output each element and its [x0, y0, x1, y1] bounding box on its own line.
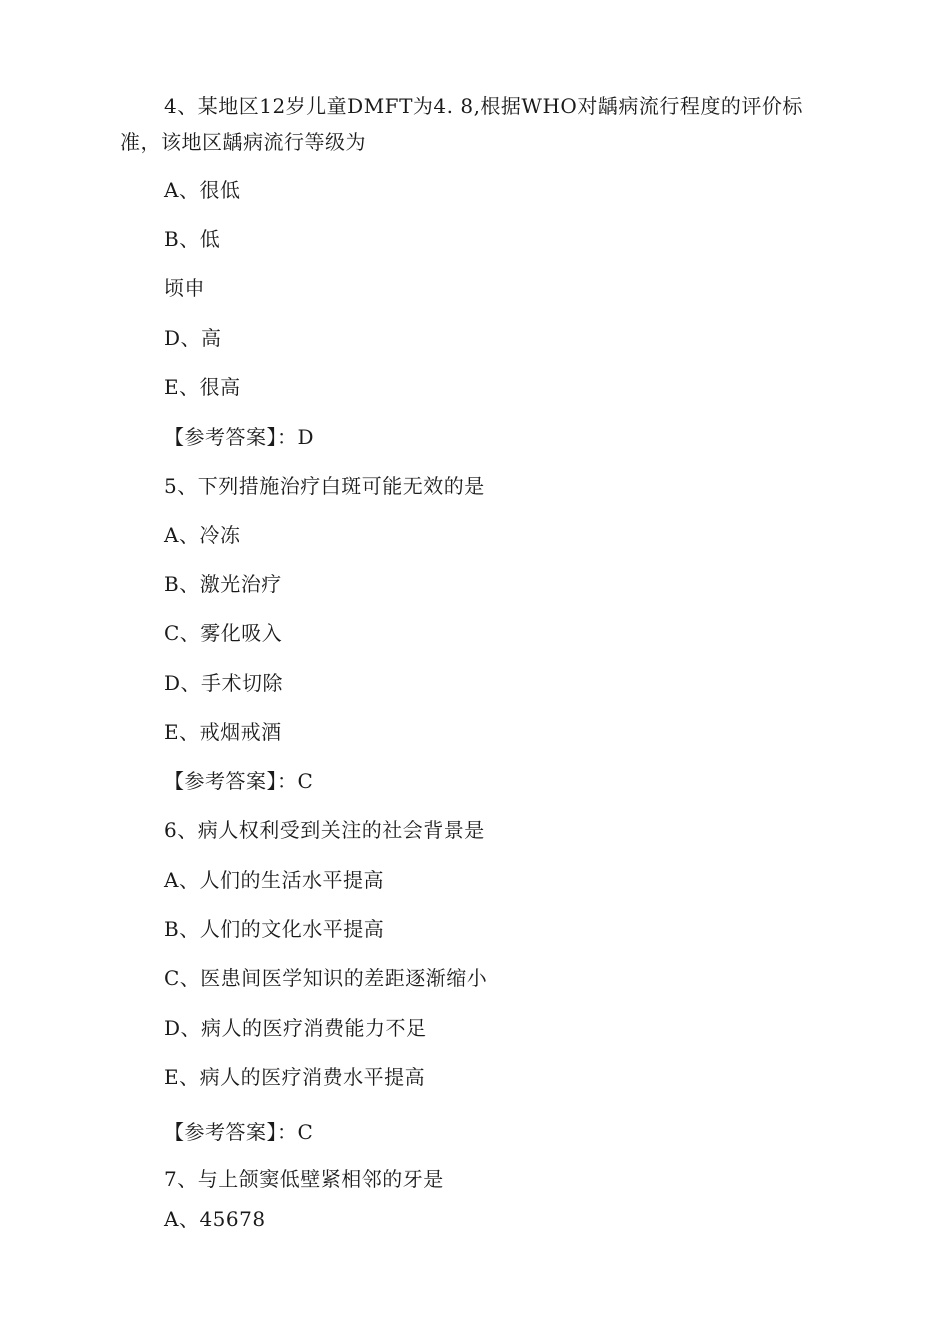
question-4-stem-line1: 4、某地区12岁儿童DMFT为4. 8,根据WHO对龋病流行程度的评价标	[164, 94, 803, 118]
question-4-option-d: D、高	[164, 326, 222, 350]
question-5-option-a: A、冷冻	[164, 523, 241, 547]
question-7-option-a: A、45678	[164, 1207, 266, 1231]
question-7-stem: 7、与上颌窦低壁紧相邻的牙是	[164, 1167, 444, 1191]
question-4-stem-line2: 准，该地区龋病流行等级为	[120, 130, 366, 154]
question-6-option-c: C、医患间医学知识的差距逐渐缩小	[164, 966, 488, 990]
question-5-stem: 5、下列措施治疗白斑可能无效的是	[164, 474, 485, 498]
question-6-option-d: D、病人的医疗消费能力不足	[164, 1016, 427, 1040]
question-5-option-d: D、手术切除	[164, 671, 284, 695]
question-4-option-a: A、很低	[164, 178, 241, 202]
question-6-answer: 【参考答案】：C	[164, 1120, 314, 1144]
question-6-stem: 6、病人权利受到关注的社会背景是	[164, 818, 485, 842]
question-4-option-c: 顷申	[164, 276, 205, 300]
question-5-option-b: B、激光治疗	[164, 572, 282, 596]
question-4-answer: 【参考答案】：D	[164, 425, 315, 449]
question-6-option-a: A、人们的生活水平提高	[164, 868, 384, 892]
question-5-option-e: E、戒烟戒酒	[164, 720, 282, 744]
question-4-option-e: E、很高	[164, 375, 241, 399]
question-4-option-b: B、低	[164, 227, 221, 251]
question-5-answer: 【参考答案】：C	[164, 769, 314, 793]
question-5-option-c: C、雾化吸入	[164, 621, 283, 645]
question-6-option-b: B、人们的文化水平提高	[164, 917, 385, 941]
question-6-option-e: E、病人的医疗消费水平提高	[164, 1065, 426, 1089]
